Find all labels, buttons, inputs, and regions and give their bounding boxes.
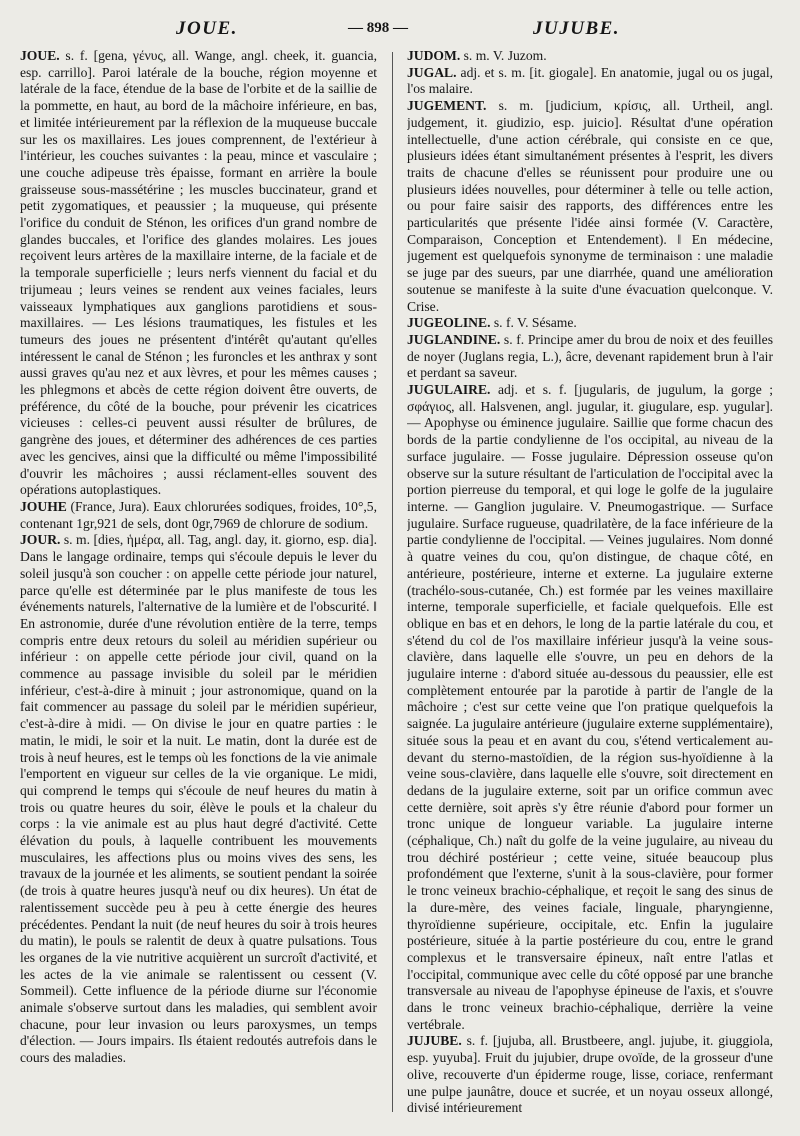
headword: JUGEMENT. xyxy=(407,98,487,114)
headword: JOUHE xyxy=(20,498,67,514)
headword: JUGLANDINE. xyxy=(407,331,501,347)
column-divider xyxy=(392,52,393,1112)
entry-joue xyxy=(20,48,377,499)
entry-text: s. f. [gena, γένυς, all. Wange, angl. cheek, it. guancia, esp. carrillo]. Paroi latérale de la bouche, région moyenne et latérale de la face, étendue de la base de l'orbite et de la saillie de la pommette, en haut, au bord de la mâchoire inférieure, en bas, et limitée intérieurement par la réflexion de la muqueuse buccale sur les os maxillaires. Les joues comprennent, de l'extérieur à l'intérieur, les couches suivantes : la peau, mince et vasculaire ; une couche adipeuse très épaisse, formant en arrière la boule graisseuse sous-massétérine ; les muscles buccinateur, grand et petit zygomatiques, et peaussier ; la muqueuse, qui présente l'orifice du conduit de Sténon, les orifices d'un grand nombre de glandes buccales, et l'orifice des glandes molaires. Les joues reçoivent leurs artères de la maxillaire interne, de la faciale et de la temporale superficielle ; leurs nerfs viennent du facial et du trijumeau ; leurs veines se rendent aux veines faciales, leurs vaisseaux lymphatiques aux ganglions parotidiens et sous-maxillaires. — Les lésions traumatiques, les fistules et les tumeurs des joues ne présentent d'intérêt qu'autant qu'elles intéressent le canal de Sténon ; les furoncles et les anthrax y sont aussi graves qu'au nez et aux lèvres, et pour les mêmes causes ; les phlegmons et abcès de cette région doivent être ouverts, de préférence, du côté de la bouche, pour prévenir les cicatrices vicieuses : celles-ci peuvent aussi résulter de brûlures, de gangrène des joues, et déterminer des adhérences de ces parties avec les gencives, ainsi que la difficulté ou même l'impossibilité d'ouvrir les mâchoires ; aussi réclament-elles souvent des opérations autoplastiques. xyxy=(20,48,377,498)
left-column xyxy=(20,48,377,1128)
header-right-guide-word: JUJUBE. xyxy=(533,18,621,39)
entry-text: (France, Jura). Eaux chlorurées sodiques, froides, 10°,5, contenant 1gr,921 de sels, dont 0gr,7969 de chlorure de sodium. xyxy=(20,498,377,531)
entry-jouhe xyxy=(20,499,377,532)
entry-judom xyxy=(407,48,773,65)
entry-text: s. f. Principe amer du brou de noix et des feuilles de noyer (Juglans regia, L.), âcre, devenant rapidement brun à l'air et perdant sa saveur. xyxy=(407,331,773,381)
entry-text: s. m. V. Juzom. xyxy=(460,48,547,63)
headword: JUGAL. xyxy=(407,64,457,80)
headword: JUGEOLINE. xyxy=(407,315,491,331)
entry-jugeoline xyxy=(407,315,773,332)
entry-jugal xyxy=(407,65,773,98)
headword: JOUE. xyxy=(20,48,60,63)
entry-text: adj. et s. f. [jugularis, de jugulum, la gorge ; σφάγιος, all. Halsvenen, angl. jugular, it. giugulare, esp. yugular]. — Apophyse ou éminence jugulaire. Saillie que forme chacun des bords de la partie condylienne de l'os occipital, au niveau de la surface jugulaire. — Fosse jugulaire. Dépression osseuse qu'on observe sur la suture résultant de l'articulation de l'occipital avec la portion pierreuse du temporal, et qui loge le golfe de la jugulaire interne. — Ganglion jugulaire. V. Pneumogastrique. — Surface jugulaire. Surface rugueuse, quadrilatère, de la face inférieure de la partie condylienne de l'occipital. — Veines jugulaires. Nom donné à quatre veines du cou, qu'on distingue, de chaque côté, en antérieure, postérieure, interne et externe. La jugulaire externe (trachélo-sous-cutanée, Ch.) est formée par les veines maxillaire interne, temporale superficielle, et faciale quelquefois. Elle est oblique en bas et en dehors, le long de la partie latérale du cou, et s'étend du col de l'os maxillaire inférieur jusqu'à la veine sous-clavière, dans laquelle elle s'ouvre, un peu en dehors de la jugulaire interne : d'abord située au-dessous du peaussier, elle est complètement entourée par la parotide à partir de l'angle de la mâchoire ; c'est sur cette veine que l'on pratique quelquefois la saignée. La jugulaire antérieure (jugulaire externe supplémentaire), située sous la peau et en avant du cou, s'étend verticalement au-devant du sterno-mastoïdien, de la région sus-hyoïdienne à la veine sous-clavière, dans laquelle elle s'ouvre, soit directement en dedans de la jugulaire externe, soit par un orifice commun avec cette dernière, soit après s'y être réunie d'abord pour former un tronc unique de longueur variable. La jugulaire interne (céphalique, Ch.) naît du golfe de la veine jugulaire, au niveau du trou déchiré postérieur ; cette veine, située beaucoup plus profondément que l'externe, s'unit à la sous-clavière, pour former le tronc veineux brachio-céphalique, et reçoit le sang des sinus de la dure-mère, des veines faciale, linguale, pharyngienne, thyroïdienne supérieure, occipitale, etc. Enfin la jugulaire postérieure, située à la partie postérieure du cou, entre le grand complexus et le transversaire épineux, naît entre l'atlas et l'occipital, communique avec celle du côté opposé par une branche transversale au niveau de l'apophyse épineuse de l'axis, et s'ouvre dans le tronc veineux brachio-céphalique, derrière la veine vertébrale. xyxy=(407,382,773,1032)
page-number: — 898 — xyxy=(348,20,408,36)
page-header xyxy=(0,14,800,48)
entry-juglandine xyxy=(407,332,773,382)
entry-jugement xyxy=(407,98,773,315)
entry-text: s. f. V. Sésame. xyxy=(490,315,577,331)
entry-jour xyxy=(20,532,377,1067)
headword: JUGULAIRE. xyxy=(407,382,491,398)
entry-jugulaire xyxy=(407,382,773,1033)
entry-text: adj. et s. m. [it. giogale]. En anatomie, jugal ou os jugal, l'os malaire. xyxy=(407,64,773,97)
header-left-guide-word: JOUE. xyxy=(176,18,238,39)
entry-text: s. m. [dies, ἡμέρα, all. Tag, angl. day, it. giorno, esp. dia]. Dans le langage ordinaire, temps qui s'écoule depuis le lever du soleil jusqu'à son coucher : on appelle cette période jour naturel, parce qu'elle est déterminée par le plus manifeste de tous les événements naturels, l'alternative de la lumière et de l'obscurité. ‖ En astronomie, durée d'une révolution entière de la terre, temps compris entre deux retours du soleil au méridien supérieur ou inférieur : on appelle cette période jour civil, quand on la commence au passage invisible du soleil par le méridien inférieur, c'est-à-dire à minuit ; jour astronomique, quand on la fait commencer au passage du soleil par le méridien supérieur, c'est-à-dire à midi. — On divise le jour en quatre parties : le matin, le midi, le soir et la nuit. Le matin, dont la durée est de trois à neuf heures, est le temps où les fonctions de la vie animale l'emportent en vigueur sur celles de la vie organique. Le midi, qui comprend le temps qui s'écoule de neuf heures du matin à trois ou quatre heures du soir, élève le pouls et la chaleur du corps : la vie animale est au plus haut degré d'activité. Cette élévation du pouls, à laquelle contribuent les mouvements musculaires, les affections plus ou moins vives des sens, les travaux de la journée et les aliments, se soutient pendant la soirée (de trois à quatre heures jusqu'à neuf ou dix heures). Un état de ralentissement succède peu à peu à cette énergie des heures précédentes. Pendant la nuit (de neuf heures du soir à trois heures du matin), le pouls se ralentit de deux à quatre pulsations. Tous les organes de la vie nutritive acquièrent un surcroît d'activité, et les actes de la vie animale se ralentissent ou cessent (V. Sommeil). Cette influence de la période diurne sur l'économie animale s'observe surtout dans les maladies, qui semblent avoir chacune, pour leur invasion ou leurs paroxysmes, un temps d'élection. — Jours impairs. Ils étaient redoutés autrefois dans le cours des maladies. xyxy=(20,532,377,1066)
headword: JOUR. xyxy=(20,532,61,548)
entry-jujube xyxy=(407,1033,773,1117)
headword: JUJUBE. xyxy=(407,1033,462,1049)
entry-text: s. f. [jujuba, all. Brustbeere, angl. jujube, it. giuggiola, esp. yuyuba]. Fruit du jujubier, drupe ovoïde, de la grosseur d'une olive, recouverte d'un épiderme rouge, lisse, coriace, renfermant une pulpe jaunâtre, douce et sucrée, et un noyau osseux allongé, divisé intérieurement xyxy=(407,1033,773,1116)
right-column xyxy=(407,48,773,1128)
headword: JUDOM. xyxy=(407,48,461,63)
entry-text: s. m. [judicium, κρίσις, all. Urtheil, angl. judgement, it. giudizio, esp. juicio]. Résultat d'une opération intellectuelle, d'une action cérébrale, qui consiste en ce que, plusieurs idées étant simultanément présentes à l'esprit, les divers traits de chacune d'elles se réunissent pour produire une ou plusieurs idées nouvelles, pour déterminer à telle ou telle action, ou pour faire saisir des rapports, des différences entre les particularités que présente l'idée ainsi formée (V. Caractère, Comparaison, Conception et Entendement). ‖ En médecine, jugement est quelquefois synonyme de terminaison : une maladie se juge par des sueurs, par une diarrhée, quand une amélioration soutenue se manifeste à la suite d'une évacuation quelconque. V. Crise. xyxy=(407,98,773,314)
